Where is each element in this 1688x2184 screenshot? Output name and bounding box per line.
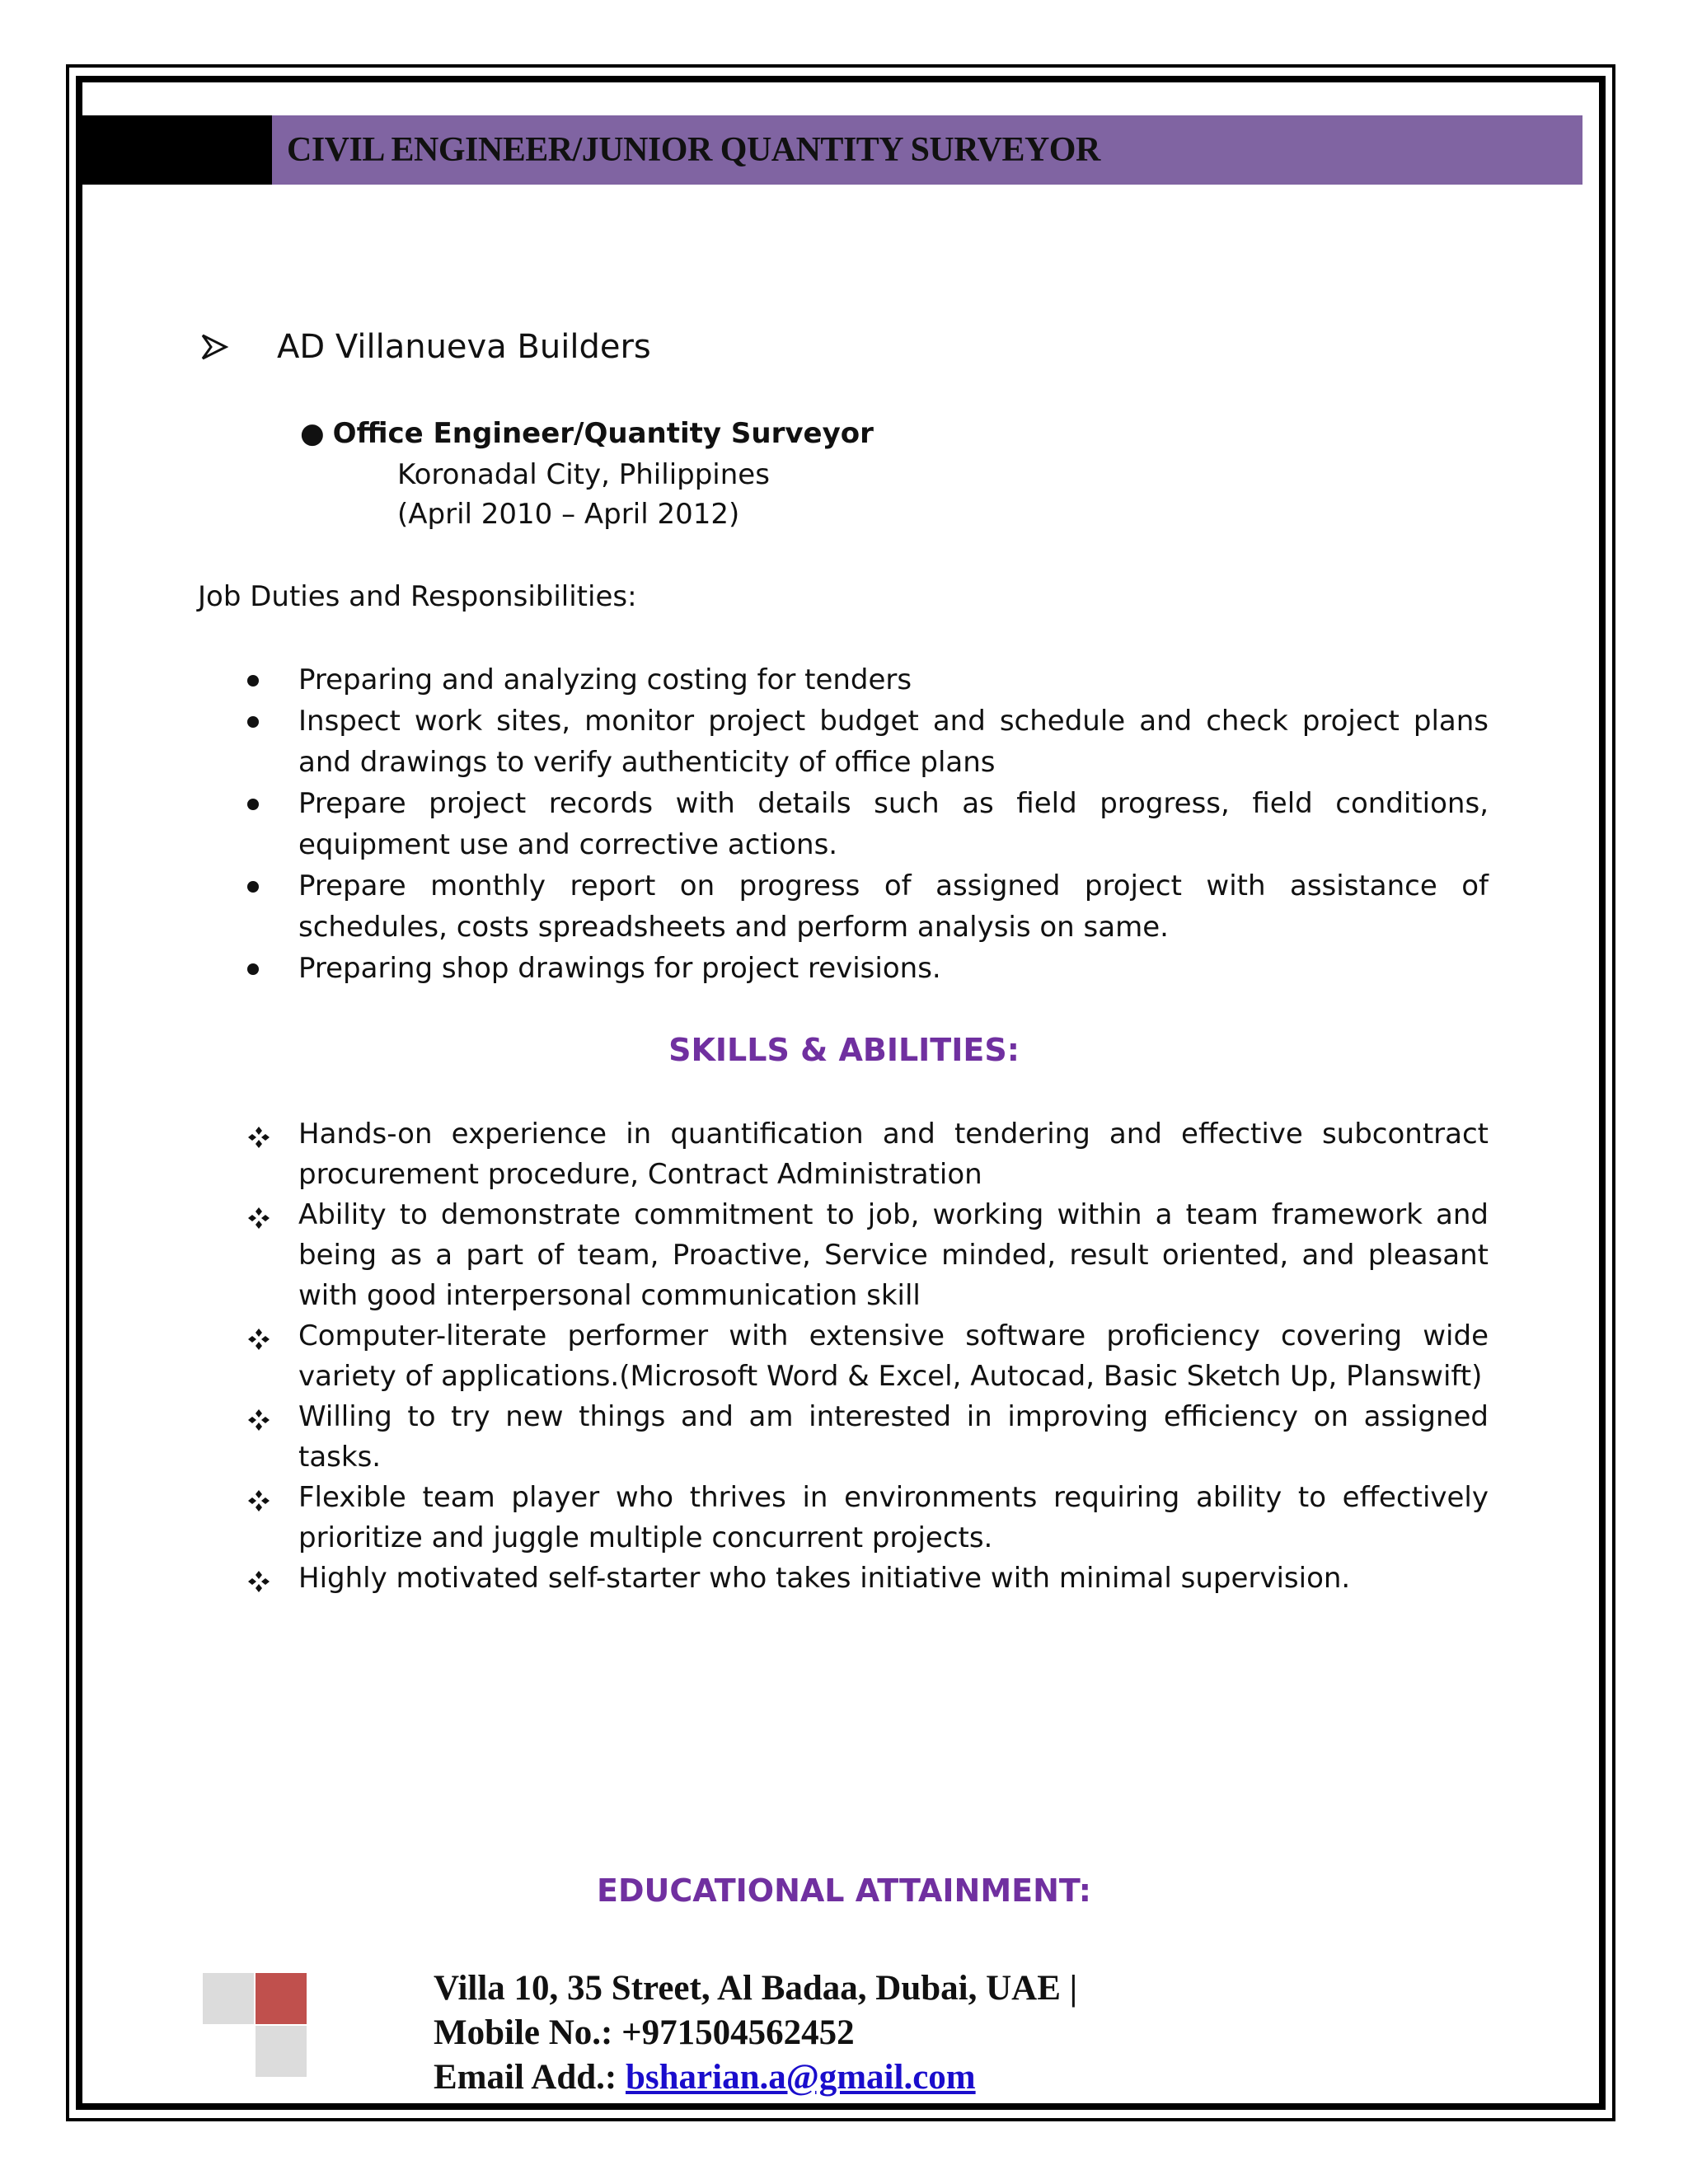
logo-square-gray [203, 1973, 254, 2024]
dot-bullet-icon [247, 716, 259, 728]
mobile-line [434, 2011, 1077, 2055]
skill-item [247, 1478, 1489, 1558]
skill-item [247, 1195, 1489, 1316]
duty-item [247, 948, 1489, 989]
duty-item [247, 865, 1489, 948]
arrow-bullet-icon [199, 332, 229, 362]
skill-text: Flexible team player who thrives in environments requiring ability to effectively prioritize and juggle multiple concurrent projects. [298, 1481, 1489, 1554]
duty-item [247, 701, 1489, 783]
duty-text: Preparing and analyzing costing for tenders [298, 663, 912, 696]
skill-item [247, 1114, 1489, 1195]
four-diamond-bullet-icon [247, 1328, 270, 1351]
duties-list [247, 659, 1489, 989]
dot-bullet-icon [247, 675, 259, 687]
employer-name: AD Villanueva Builders [277, 328, 651, 366]
mobile-label: Mobile No.: [434, 2013, 613, 2052]
email-line [434, 2055, 1077, 2100]
skills-heading: SKILLS & ABILITIES: [668, 1032, 1020, 1068]
email-link[interactable]: bsharian.a@gmail.com [625, 2058, 976, 2097]
duty-item [247, 659, 1489, 701]
logo-square-red [256, 1973, 307, 2024]
skill-item [247, 1558, 1489, 1599]
duty-text: Inspect work sites, monitor project budget and schedule and check project plans and drawings to verify authenticity of office plans [298, 705, 1489, 779]
resume-title: CIVIL ENGINEER/JUNIOR QUANTITY SURVEYOR [287, 131, 1100, 169]
dot-bullet-icon [247, 799, 259, 810]
role-bullet: ● [300, 417, 325, 450]
job-role-title: Office Engineer/Quantity Surveyor [332, 417, 874, 450]
dot-bullet-icon [247, 881, 259, 893]
skill-text: Computer-literate performer with extensive software proficiency covering wide variety of applications.(Microsoft Word & Excel, Autocad, Basic Sketch Up, Planswift) [298, 1319, 1489, 1393]
header-bar [272, 115, 1582, 185]
skill-text: Ability to demonstrate commitment to job, working within a team framework and being as a part of team, Proactive, Service minded, result oriented, and pleasant with good interpersonal communication skill [298, 1198, 1489, 1312]
four-diamond-bullet-icon [247, 1126, 270, 1149]
four-diamond-bullet-icon [247, 1570, 270, 1593]
duties-heading: Job Duties and Responsibilities: [198, 580, 637, 613]
skill-text: Hands-on experience in quantification and tendering and effective subcontract procurement procedure, Contract Administration [298, 1118, 1489, 1191]
employer-entry [199, 328, 651, 366]
education-heading: EDUCATIONAL ATTAINMENT: [597, 1872, 1091, 1909]
skill-item [247, 1316, 1489, 1397]
four-diamond-bullet-icon [247, 1207, 270, 1230]
skills-list [247, 1114, 1489, 1599]
header-black-block [82, 115, 272, 185]
duty-text: Prepare project records with details such as field progress, field conditions, equipment use and corrective actions. [298, 787, 1489, 861]
duty-item [247, 783, 1489, 865]
skill-text: Willing to try new things and am interested in improving efficiency on assigned tasks. [298, 1400, 1489, 1474]
job-dates: (April 2010 – April 2012) [397, 498, 740, 531]
email-label: Email Add.: [434, 2058, 617, 2097]
dot-bullet-icon [247, 963, 259, 975]
page-border-inner [76, 76, 1606, 2110]
skill-text: Highly motivated self-starter who takes initiative with minimal supervision. [298, 1562, 1351, 1595]
contact-block [434, 1966, 1077, 2100]
job-location: Koronadal City, Philippines [397, 458, 770, 491]
four-diamond-bullet-icon [247, 1489, 270, 1512]
mobile-number: +971504562452 [621, 2013, 855, 2052]
logo-squares [203, 1973, 308, 2079]
logo-square-gray [256, 2026, 307, 2077]
job-role [300, 417, 874, 450]
four-diamond-bullet-icon [247, 1408, 270, 1432]
address: Villa 10, 35 Street, Al Badaa, Dubai, UAE | [434, 1969, 1078, 2008]
duty-text: Prepare monthly report on progress of assigned project with assistance of schedules, costs spreadsheets and perform analysis on same. [298, 869, 1489, 944]
skill-item [247, 1397, 1489, 1478]
duty-text: Preparing shop drawings for project revisions. [298, 952, 941, 985]
